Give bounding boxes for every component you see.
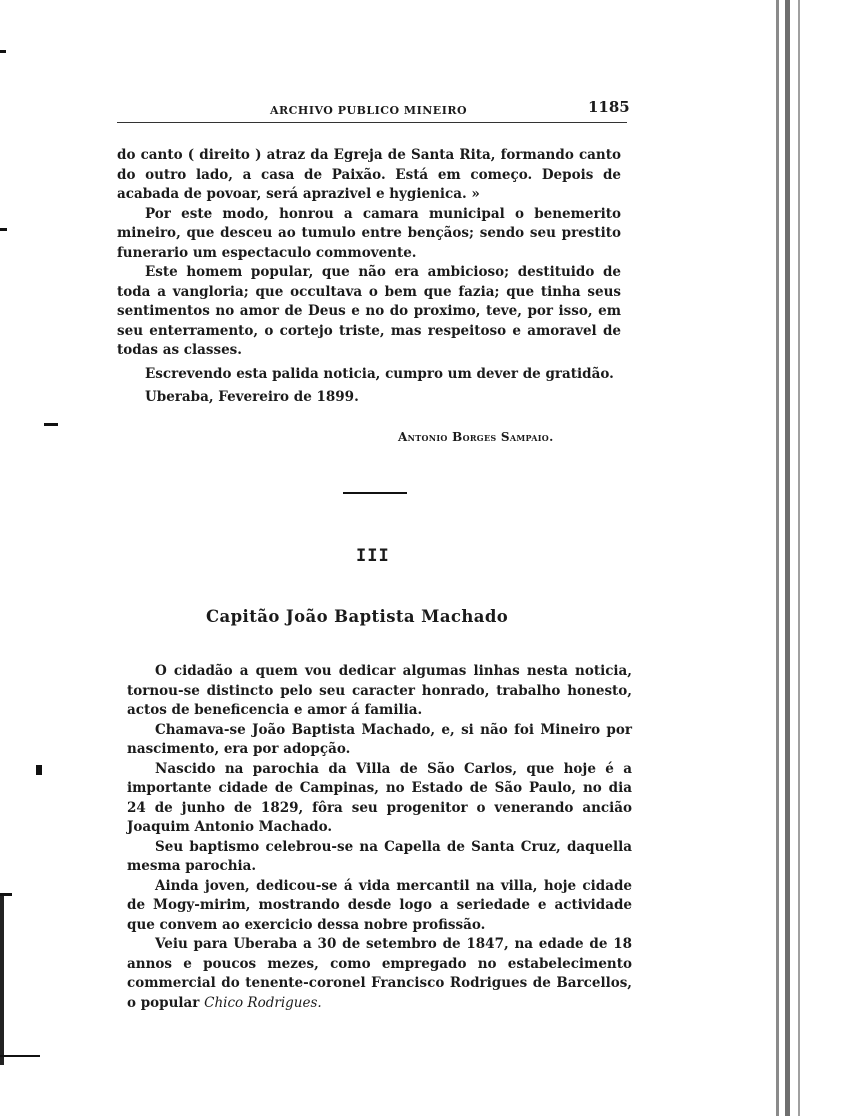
section-separator	[343, 492, 407, 494]
paragraph: Este homem popular, que não era ambicioso; destituido de toda a vangloria; que occultava o bem que fazia; que tinha seus sentimentos no amor de Deus e no do proximo, teve, por isso, em seu enterramento, o cortejo triste, mas respeitoso e amoravel de todas as classes.	[117, 264, 621, 358]
header-rule	[117, 122, 627, 123]
page-number: 1185	[588, 98, 630, 116]
scan-mark	[0, 50, 6, 53]
scan-edge-left	[0, 895, 4, 1065]
scan-mark	[0, 893, 12, 896]
chapter-title: Capitão João Baptista Machado	[206, 607, 509, 626]
paragraph: Nascido na parochia da Villa de São Carlos, que hoje é a importante cidade de Campinas, no Estado de São Paulo, no dia 24 de junho de 1829, fôra seu progenitor o venerando ancião Joaquim Antonio Machado.	[127, 760, 632, 835]
section-1-text	[117, 146, 621, 408]
paragraph	[127, 935, 632, 1013]
paragraph: Escrevendo esta palida noticia, cumpro um dever de gratidão.	[145, 365, 614, 382]
paragraph: Por este modo, honrou a camara municipal o benemerito mineiro, que desceu ao tumulo entre bençãos; sendo seu prestito funerario um espectaculo commovente.	[117, 205, 621, 261]
scan-mark	[44, 423, 58, 426]
scan-mark	[36, 765, 42, 775]
paragraph: O cidadão a quem vou dedicar algumas linhas nesta noticia, tornou-se distincto pelo seu caracter honrado, trabalho honesto, actos de beneficencia e amor á familia.	[127, 663, 632, 718]
scan-edge-right-2	[785, 0, 790, 1116]
signature: Antonio Borges Sampaio.	[398, 430, 554, 444]
paragraph: Ainda joven, dedicou-se á vida mercantil na villa, hoje cidade de Mogy-mirim, mostrando desde logo a seriedade e actividade que convem ao exercicio dessa nobre profissão.	[127, 877, 632, 933]
scan-edge-right-3	[798, 0, 800, 1116]
running-header-title: ARCHIVO PUBLICO MINEIRO	[270, 104, 468, 117]
nickname: Chico Rodrigues.	[204, 994, 322, 1011]
section-2-text	[127, 662, 632, 1013]
paragraph: Chamava-se João Baptista Machado, e, si não foi Mineiro por nascimento, era por adopção.	[127, 721, 632, 757]
paragraph-text: Veiu para Uberaba a 30 de setembro de 1847, na edade de 18 annos e poucos mezes, como empregado no estabelecimento commercial do tenente-coronel Francisco Rodrigues de Barcellos, o popular	[127, 936, 632, 1011]
scan-mark	[0, 228, 7, 231]
dateline: Uberaba, Fevereiro de 1899.	[145, 389, 359, 405]
scan-edge-right	[776, 0, 779, 1116]
paragraph: do canto ( direito ) atraz da Egreja de Santa Rita, formando canto do outro lado, a casa de Paixão. Está em começo. Depois de acabada de povoar, será aprazivel e hygienica. »	[117, 147, 621, 202]
scan-mark	[0, 1055, 40, 1057]
chapter-numeral: III	[356, 546, 390, 566]
paragraph: Seu baptismo celebrou-se na Capella de Santa Cruz, daquella mesma parochia.	[127, 838, 632, 874]
